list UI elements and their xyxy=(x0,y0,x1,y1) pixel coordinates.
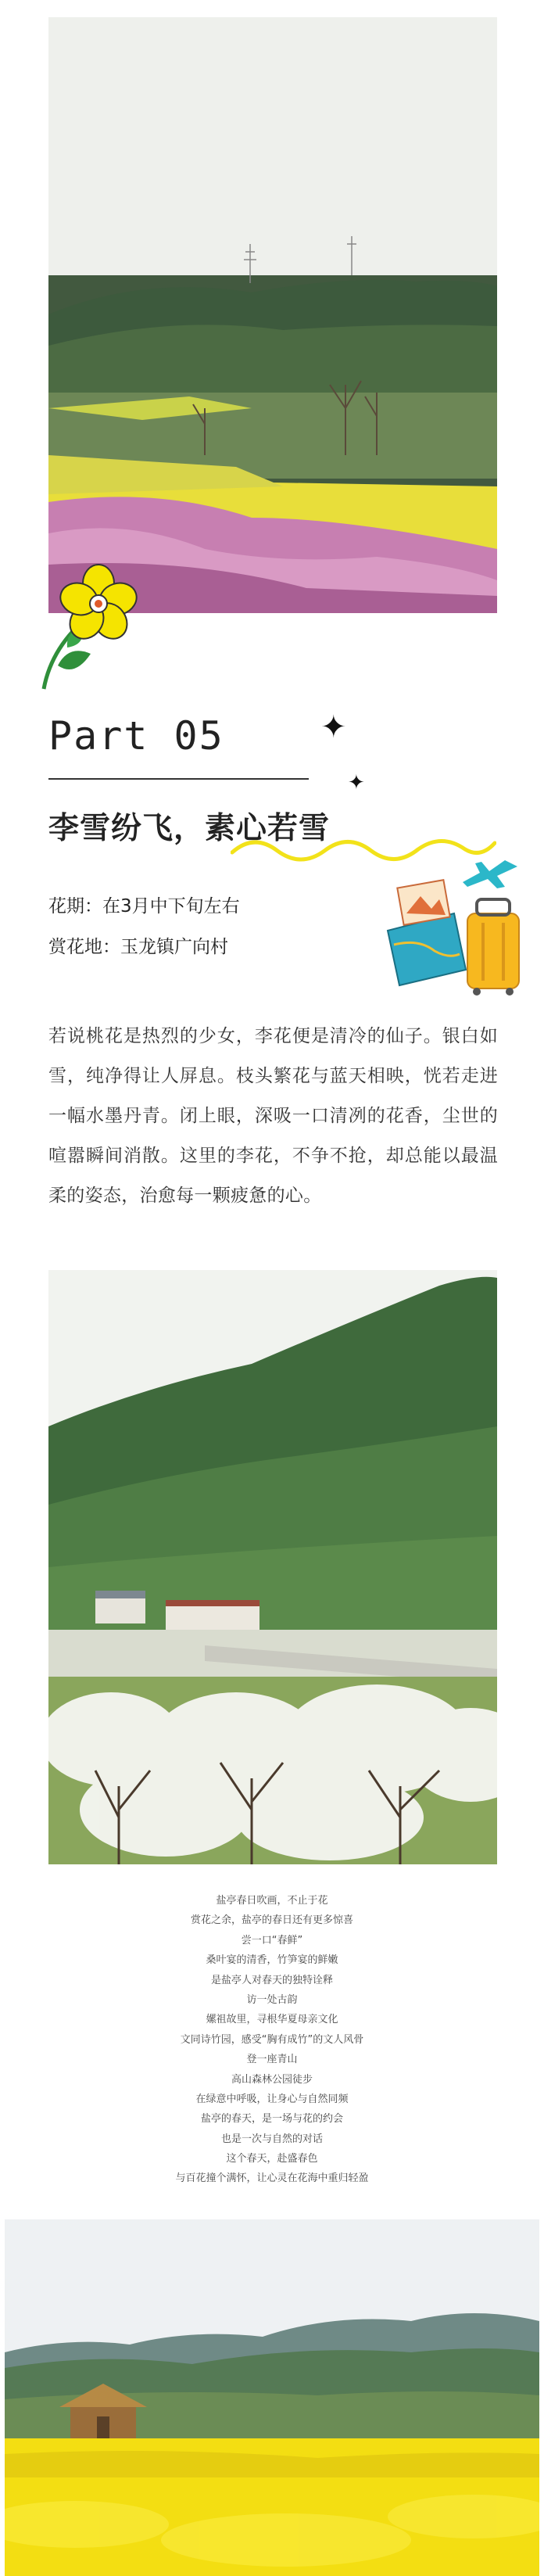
poem-line: 盐亭春日吹画，不止于花 xyxy=(216,1895,328,1907)
poem-line: 赏花之余，盐亭的春日还有更多惊喜 xyxy=(190,1914,353,1927)
photo-rapeseed-field xyxy=(5,2219,539,2576)
part-label: Part 05 xyxy=(48,713,224,759)
poem-line: 盐亭的春天，是一场与花的约会 xyxy=(200,2113,343,2126)
poem-line: 文同诗竹园，感受“胸有成竹”的文人风骨 xyxy=(180,2033,364,2046)
photo-plum-blossom-village xyxy=(48,1270,497,1864)
poem-block xyxy=(0,1891,544,2189)
bloom-period: 花期：在3月中下旬左右 xyxy=(48,896,240,917)
poem-line: 桑叶宴的清香，竹笋宴的鲜嫩 xyxy=(206,1954,338,1967)
sparkle-icon: ✦ xyxy=(348,771,365,795)
divider xyxy=(48,778,309,780)
travel-luggage-icon xyxy=(380,852,528,1001)
poem-line: 嫘祖故里，寻根华夏母亲文化 xyxy=(206,2014,338,2026)
description-paragraph: 若说桃花是热烈的少女，李花便是清冷的仙子。银白如雪，纯净得让人屏息。枝头繁花与蓝天相映，恍若走进一幅水墨丹青。闭上眼，深吸一口清冽的花香，尘世的喧嚣瞬间消散。这里的李花，不争不抢，却总能以最温柔的姿态，治愈每一颗疲惫的心。 xyxy=(48,1026,498,1206)
photo-peach-blossom-valley xyxy=(48,17,497,613)
poem-line: 在绿意中呼吸，让身心与自然同频 xyxy=(195,2093,349,2105)
location: 赏花地：玉龙镇广向村 xyxy=(48,937,228,957)
yellow-flower-icon xyxy=(20,560,145,693)
poem-line: 与百花撞个满怀，让心灵在花海中重归轻盈 xyxy=(175,2172,369,2185)
poem-line: 这个春天，赴盛春色 xyxy=(226,2153,318,2165)
sparkle-icon: ✦ xyxy=(320,709,347,745)
poem-line: 访一处古韵 xyxy=(246,1993,298,2006)
poem-line: 也是一次与自然的对话 xyxy=(220,2133,323,2145)
section-title: 李雪纷飞，素心若雪 xyxy=(48,811,331,846)
poem-line: 登一座青山 xyxy=(246,2054,298,2066)
poem-line: 高山森林公园徒步 xyxy=(231,2073,313,2086)
poem-line: 是盐亭人对春天的独特诠释 xyxy=(210,1974,333,1986)
poem-line: 尝一口“春鲜” xyxy=(241,1934,303,1946)
